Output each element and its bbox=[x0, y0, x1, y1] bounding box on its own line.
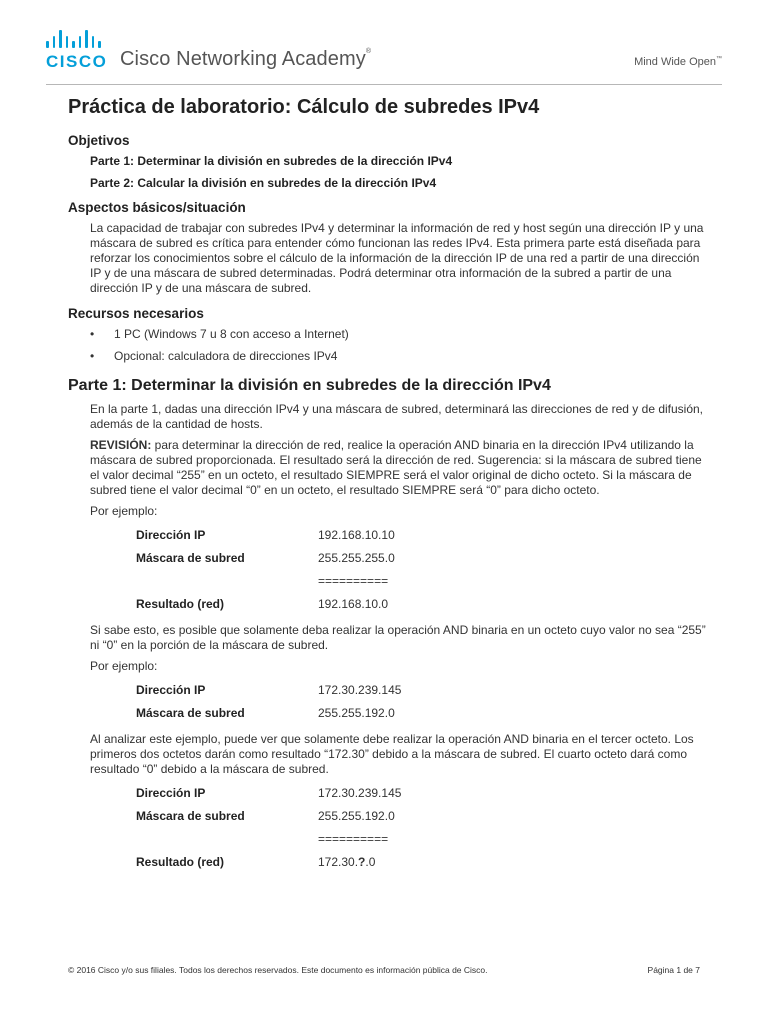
revision-label: REVISIÓN: bbox=[90, 438, 152, 452]
table-row: Resultado (red) 192.168.10.0 bbox=[136, 597, 389, 611]
header-divider bbox=[46, 84, 722, 85]
academy-name: Cisco Networking Academy® bbox=[120, 48, 372, 70]
table-row: Resultado (red) 172.30.?.0 bbox=[136, 855, 376, 869]
resource-item: • 1 PC (Windows 7 u 8 con acceso a Internet) bbox=[90, 327, 708, 341]
table-row: Máscara de subred 255.255.192.0 bbox=[136, 706, 395, 720]
aspectos-paragraph: La capacidad de trabajar con subredes IPv4 y determinar la información de red y host según una dirección IP y una máscara de subred es crítica para entender cómo funcionan las redes IPv4. Esta primera parte está diseñada para reforzar los conocimientos sobre el cálculo de la información de la dirección IP de una red a partir de una dirección IP y de una máscara de subred determinadas. Podrá determinar otra información de la subred a partir de una dirección IP y de una máscara de subred. bbox=[90, 221, 704, 295]
recursos-list bbox=[90, 327, 708, 363]
objective-item: Parte 2: Calcular la división en subredes de la dirección IPv4 bbox=[90, 176, 437, 190]
example-table-3 bbox=[136, 783, 401, 875]
recursos-heading: Recursos necesarios bbox=[68, 306, 204, 321]
cisco-logo-text: CISCO bbox=[46, 52, 108, 71]
table-row: ========== bbox=[318, 832, 389, 846]
unknown-octet: ? bbox=[358, 855, 366, 869]
por-ejemplo-label: Por ejemplo: bbox=[90, 659, 158, 673]
table-row: Máscara de subred 255.255.255.0 bbox=[136, 551, 395, 565]
table-row: ========== bbox=[318, 574, 389, 588]
parte1-paragraph-3: Al analizar este ejemplo, puede ver que solamente debe realizar la operación AND binaria en el tercer octeto. Los primeros dos octetos darán como resultado “172.30” debido a la máscara de subred. El cuarto octeto dará como resultado “0” debido a la máscara de subred. bbox=[90, 732, 694, 776]
parte1-paragraph-2: Si sabe esto, es posible que solamente deba realizar la operación AND binaria en un octeto cuyo valor no sea “255” ni “0” en la porción de la máscara de subred. bbox=[90, 623, 706, 652]
resource-item: • Opcional: calculadora de direcciones IPv4 bbox=[90, 349, 708, 363]
page-header bbox=[0, 0, 768, 86]
objective-item: Parte 1: Determinar la división en subredes de la dirección IPv4 bbox=[90, 154, 453, 168]
tagline: Mind Wide Open™ bbox=[634, 56, 722, 68]
table-row: Dirección IP 172.30.239.145 bbox=[136, 683, 402, 697]
example-table-1 bbox=[136, 525, 395, 617]
revision-paragraph: REVISIÓN: para determinar la dirección de red, realice la operación AND binaria en la dirección IPv4 utilizando la máscara de subred proporcionada. El resultado será la dirección de red. Sugerencia: si la máscara de subred tiene el valor decimal “255” en un octeto, el resultado SIEMPRE será el valor original de dicho octeto. Si la máscara de subred tiene el valor decimal “0” en un octeto, el resultado SIEMPRE será “0” para dicho octeto. bbox=[90, 438, 702, 497]
table-row: Máscara de subred 255.255.192.0 bbox=[136, 809, 395, 823]
table-row: Dirección IP 192.168.10.10 bbox=[136, 528, 395, 542]
cisco-logo bbox=[46, 30, 107, 72]
example-table-2 bbox=[136, 680, 401, 726]
parte1-heading: Parte 1: Determinar la división en subredes de la dirección IPv4 bbox=[68, 377, 551, 394]
trademark-mark: ™ bbox=[716, 56, 722, 62]
page-number: Página 1 de 7 bbox=[647, 965, 700, 975]
page-title: Práctica de laboratorio: Cálculo de subredes IPv4 bbox=[68, 96, 540, 118]
cisco-bars-icon bbox=[46, 30, 107, 48]
aspectos-heading: Aspectos básicos/situación bbox=[68, 200, 246, 215]
objetivos-heading: Objetivos bbox=[68, 133, 130, 148]
document-body bbox=[68, 96, 708, 881]
copyright-text: © 2016 Cisco y/o sus filiales. Todos los derechos reservados. Este documento es información pública de Cisco. bbox=[68, 965, 488, 975]
registered-mark: ® bbox=[365, 48, 372, 55]
por-ejemplo-label: Por ejemplo: bbox=[90, 504, 158, 518]
objetivos-list bbox=[68, 154, 708, 190]
table-row: Dirección IP 172.30.239.145 bbox=[136, 786, 402, 800]
parte1-intro: En la parte 1, dadas una dirección IPv4 y una máscara de subred, determinará las direcciones de red y de difusión, además de la cantidad de hosts. bbox=[90, 402, 704, 431]
